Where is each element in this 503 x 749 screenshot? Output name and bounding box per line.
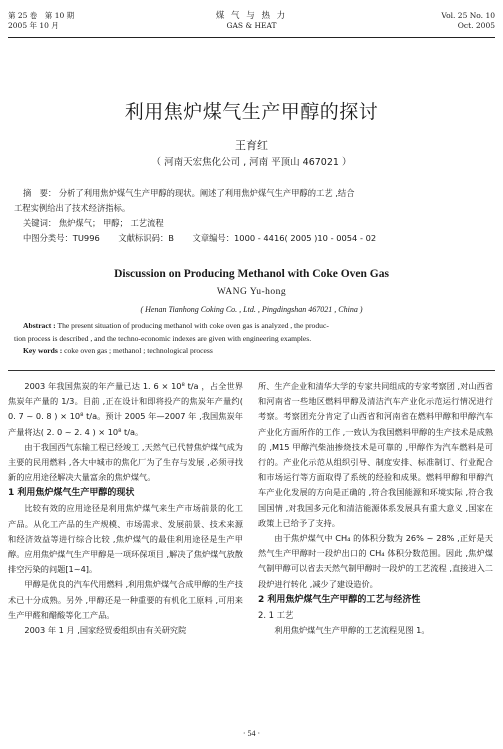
header-journal-en: GAS & HEAT	[226, 21, 277, 30]
paper-affiliation-en: ( Henan Tianhong Coking Co. , Ltd. , Pingdingshan 467021 , China )	[140, 305, 363, 314]
abstract-en-label: Abstract :	[23, 321, 56, 330]
left-column	[8, 379, 243, 638]
body-paragraph: 由于我国西气东输工程已经竣工 ,天然气已代替焦炉煤气成为主要的民用燃料 ,各大中城市的焦化厂为了生存与发展 ,必须寻找新的应用途径解决大量富余的焦炉煤气。	[8, 441, 243, 483]
page-number: · 54 ·	[242, 729, 261, 738]
keywords-en-label: Key words :	[23, 346, 63, 355]
body-paragraph: 所、生产企业和清华大学的专家共同组成的专家考察团 ,对山西省和河南省一些地区燃料甲醇及清洁汽车产业化示范运行情况进行考察。考察团充分肯定了山西省和河南省在燃料甲醇和甲醇汽车产业化方面所作的工作 ,一致认为我国燃料甲醇的生产技术是成熟的 ,M15 甲醇汽柴油掺烧技术是可靠的 ,甲醇作为汽车燃料是可行的。产业化示范从组织引导、制度安排、标准制订、行业配合和市场运行等方面取得了系统的经验和成果。燃料甲醇和甲醇汽车产业化发展的方向是正确的 ,符合我国能源和环境实际 ,符合我国国情 ,对我国多元化和清洁能源体系发展具有重大意义 ,国家在政策上已给予了支持。	[258, 381, 493, 528]
header-volume: 第 25 卷 第 10 期	[8, 11, 75, 20]
paper-title-en: Discussion on Producing Methanol with Coke Oven Gas	[114, 268, 389, 280]
body-paragraph: 利用焦炉煤气生产甲醇的工艺流程见图 1。	[274, 624, 430, 635]
keywords-cn: 关键词： 焦炉煤气； 甲醇； 工艺流程	[23, 218, 164, 228]
keywords-en	[14, 345, 489, 358]
header-center	[8, 11, 495, 31]
header-rule	[8, 37, 495, 38]
header-right	[441, 11, 495, 31]
abstract-cn-line2: 工程实例给出了技术经济指标。	[14, 203, 131, 213]
section-heading-1: 1 利用焦炉煤气生产甲醇的现状	[8, 488, 135, 499]
abstract-en-text1: The present situation of producing methanol with coke oven gas is analyzed , the produc-	[55, 321, 329, 330]
abstract-cn-line1: 摘 要： 分析了利用焦炉煤气生产甲醇的现状。阐述了利用焦炉煤气生产甲醇的工艺 ,结合	[23, 188, 355, 198]
abstract-cn	[14, 186, 489, 246]
abstract-en-line2: tion process is described , and the techno-economic indexes are given with engineering examples.	[14, 333, 312, 343]
body-paragraph: 甲醇是优良的汽车代用燃料 ,利用焦炉煤气合成甲醇的生产技术已十分成熟。另外 ,甲醇还是一种重要的有机化工原料 ,可用来生产甲醛和醋酸等化工产品。	[8, 579, 243, 620]
paper-author-en: WANG Yu-hong	[216, 287, 287, 297]
running-header	[8, 11, 495, 37]
paper-author: 王育红	[235, 139, 268, 152]
header-journal-cn: 煤 气 与 热 力	[215, 11, 288, 21]
keywords-en-text: coke oven gas ; methanol ; technological process	[62, 346, 213, 355]
abstract-en-line1	[14, 320, 489, 333]
header-vol-en: Vol. 25 No. 10	[441, 11, 495, 20]
body-paragraph: 2003 年我国焦炭的年产量已达 1. 6 × 10⁸ t/a ，占全世界焦炭年产量的 1/3。目前 ,正在设计和即将投产的焦炭年产量约( 0. 7 ~ 0. 8 ) × 10⁸ t/a。预计 2005 年—2007 年 ,我国焦炭年产量将达( 2. 0 ~ 2. 4 ) × 10⁸ t/a。	[8, 381, 243, 437]
header-date: 2005 年 10 月	[8, 21, 59, 30]
article-number: 文章编号：1000 - 4416( 2005 )10 - 0054 - 02	[192, 233, 377, 243]
paper-affiliation: （ 河南天宏焦化公司 , 河南 平顶山 467021 ）	[151, 157, 352, 168]
body-paragraph: 由于焦炉煤气中 CH₄ 的体积分数为 26% ~ 28% ,正好是天然气生产甲醇时一段炉出口的 CH₄ 体积分数范围。因此 ,焦炉煤气制甲醇可以省去天然气制甲醇时一段炉的工艺流程 ,直接进入二段炉进行转化 ,减少了建设造价。	[258, 533, 493, 589]
subsection-heading-2-1: 2. 1 工艺	[258, 609, 294, 620]
classification-line	[14, 231, 489, 246]
header-date-en: Oct. 2005	[457, 21, 495, 30]
right-column	[258, 379, 493, 638]
body-paragraph: 比较有效的应用途径是利用焦炉煤气来生产市场前景的化工产品。从化工产品的生产规模、市场需求、发展前景、技术来源和经济效益等进行综合比较 ,焦炉煤气的最佳利用途径是生产甲醇。应用焦炉煤气生产甲醇是一项环保项目 ,解决了焦炉煤气放散排空污染的问题[1~4]。	[8, 503, 243, 575]
paper-title: 利用焦炉煤气生产甲醇的探讨	[124, 101, 379, 123]
clc-number: 中图分类号：TU996	[23, 233, 100, 243]
body-paragraph: 2003 年 1 月 ,国家经贸委组织由有关研究院	[24, 625, 187, 636]
document-code: 文献标识码：B	[118, 233, 174, 243]
abstract-en	[14, 320, 489, 358]
section-heading-2: 2 利用焦炉煤气生产甲醇的工艺与经济性	[258, 594, 421, 605]
body-rule	[8, 370, 495, 371]
